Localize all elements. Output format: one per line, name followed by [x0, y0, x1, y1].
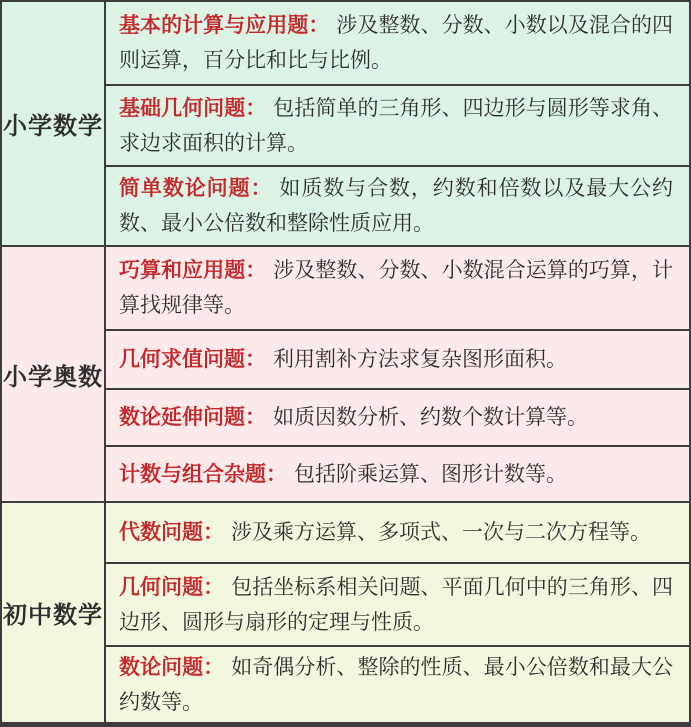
topic-title: 基础几何问题： — [119, 96, 267, 120]
topic-description: 如质因数分析、约数个数计算等。 — [273, 406, 588, 429]
section-content — [106, 503, 689, 722]
section-middle-school-math — [2, 501, 689, 722]
topic-description: 涉及乘方运算、多项式、一次与二次方程等。 — [231, 521, 651, 544]
topic-row — [106, 445, 689, 501]
topic-title: 简单数论问题： — [119, 177, 273, 200]
section-elementary-olympiad-math — [2, 245, 689, 501]
section-content — [106, 2, 689, 245]
section-label-elementary-math: 小学数学 — [2, 2, 106, 245]
topic-text — [119, 342, 567, 377]
topic-description: 包括阶乘运算、图形计数等。 — [294, 462, 567, 486]
topic-row — [106, 562, 689, 645]
topic-title: 代数问题： — [119, 521, 224, 544]
topic-text — [119, 570, 673, 640]
topic-text — [119, 457, 567, 492]
topic-text — [119, 515, 651, 550]
topic-row — [106, 2, 689, 84]
topic-description: 包括坐标系相关问题、平面几何中的三角形、四边形、圆形与扇形的定理与性质。 — [119, 575, 674, 634]
topic-row — [106, 503, 689, 562]
topic-row — [106, 84, 689, 165]
topic-title: 巧算和应用题： — [119, 259, 267, 282]
topic-description: 包括简单的三角形、四边形与圆形等求角、求边求面积的计算。 — [119, 96, 673, 155]
topic-row — [106, 247, 689, 329]
topic-row — [106, 329, 689, 388]
topic-text — [119, 91, 673, 161]
section-label-middle-school-math: 初中数学 — [2, 503, 106, 722]
section-elementary-math — [2, 2, 689, 245]
topic-description: 如质数与合数，约数和倍数以及最大公约数、最小公倍数和整除性质应用。 — [119, 177, 674, 235]
topic-text — [119, 8, 673, 78]
topic-description: 利用割补方法求复杂图形面积。 — [273, 348, 567, 371]
topic-text — [119, 253, 673, 323]
topic-title: 几何求值问题： — [119, 348, 266, 371]
section-label-elementary-olympiad-math: 小学奥数 — [2, 247, 106, 501]
topic-title: 基本的计算与应用题： — [119, 14, 330, 37]
topic-title: 计数与组合杂题： — [119, 462, 287, 486]
topic-title: 数论延伸问题： — [119, 406, 266, 429]
section-content — [106, 247, 689, 501]
topic-row — [106, 165, 689, 245]
topic-text — [119, 171, 673, 241]
topic-text — [119, 650, 673, 720]
topic-title: 数论问题： — [119, 655, 225, 679]
topic-row — [106, 645, 689, 722]
topic-text — [119, 400, 588, 435]
topic-description: 如奇偶分析、整除的性质、最小公倍数和最大公约数等。 — [119, 655, 674, 714]
topic-title: 几何问题： — [119, 575, 225, 599]
topic-description: 涉及整数、分数、小数以及混合的四则运算，百分比和比与比例。 — [119, 14, 674, 72]
topic-description: 涉及整数、分数、小数混合运算的巧算，计算找规律等。 — [119, 259, 673, 317]
topic-row — [106, 388, 689, 445]
